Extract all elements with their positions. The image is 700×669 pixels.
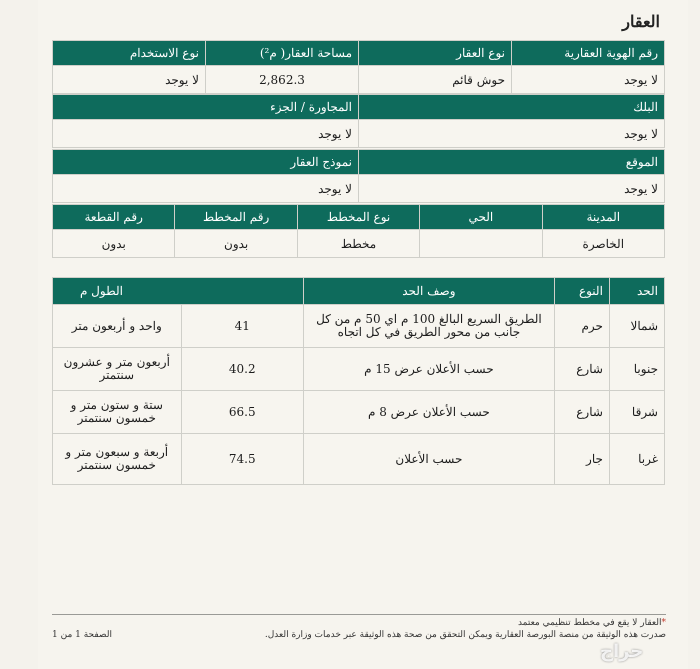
value-plan-type: مخطط (297, 230, 419, 258)
header-location: الموقع (359, 150, 665, 175)
value-plan-number: بدون (175, 230, 297, 258)
table-row (53, 391, 665, 434)
border-length: 74.5 (181, 434, 303, 485)
header-neighborhood-part: المجاورة / الجزء (53, 95, 359, 120)
header-district: الحي (420, 205, 542, 230)
value-neighborhood-part: لا يوجد (53, 120, 359, 148)
header-property-id: رقم الهوية العقارية (512, 41, 665, 66)
footer-note (518, 618, 666, 628)
border-side: شمالا (609, 305, 664, 348)
page-number: الصفحة 1 من 1 (52, 630, 112, 640)
plan-table (52, 204, 665, 258)
header-description: وصف الحد (303, 278, 554, 305)
property-table (52, 40, 665, 94)
table-row (53, 348, 665, 391)
note-text: العقار لا يقع في مخطط تنظيمي معتمد (517, 618, 662, 628)
border-kind: جار (554, 434, 609, 485)
table-row (53, 434, 665, 485)
borders-table (52, 277, 665, 485)
border-description: الطريق السريع البالغ 100 م اي 50 م من كل جانب من محور الطريق في كل اتجاه (303, 305, 554, 348)
value-location: لا يوجد (359, 175, 665, 203)
border-description: حسب الأعلان عرض 8 م (303, 391, 554, 434)
header-length: الطول م (53, 278, 304, 305)
border-length-words: أربعون متر و عشرون سنتمتر (53, 348, 182, 391)
border-kind: شارع (554, 348, 609, 391)
location-table (52, 149, 665, 203)
note-asterisk: * (661, 618, 666, 628)
border-side: غربا (609, 434, 664, 485)
header-kind: النوع (554, 278, 609, 305)
value-property-id: لا يوجد (512, 66, 665, 94)
border-length-words: أربعة و سبعون متر و خمسون سنتمتر (53, 434, 182, 485)
border-side: شرقا (609, 391, 664, 434)
value-property-model: لا يوجد (53, 175, 359, 203)
border-kind: حرم (554, 305, 609, 348)
value-district (420, 230, 542, 258)
header-property-model: نموذج العقار (53, 150, 359, 175)
value-usage-type: لا يوجد (53, 66, 206, 94)
border-description: حسب الأعلان عرض 15 م (303, 348, 554, 391)
header-side: الحد (609, 278, 664, 305)
value-plot-number: بدون (53, 230, 175, 258)
border-description: حسب الأعلان (303, 434, 554, 485)
border-length: 66.5 (181, 391, 303, 434)
watermark-logo: حراج (600, 641, 644, 662)
header-property-area: مساحة العقار( م²) (206, 41, 359, 66)
value-block: لا يوجد (359, 120, 665, 148)
document-page (38, 0, 688, 669)
border-length-words: ستة و ستون متر و خمسون سنتمتر (53, 391, 182, 434)
header-city: المدينة (542, 205, 664, 230)
header-property-type: نوع العقار (359, 41, 512, 66)
footer-verification-note: صدرت هذه الوثيقة من منصة البورصة العقارية ويمكن التحقق من صحة هذه الوثيقة عبر خدمات وزارة العدل. (264, 630, 666, 640)
section-title: العقار (622, 12, 660, 31)
value-property-type: حوش قائم (359, 66, 512, 94)
value-city: الخاصرة (542, 230, 664, 258)
header-plan-number: رقم المخطط (175, 205, 297, 230)
header-plan-type: نوع المخطط (297, 205, 419, 230)
border-side: جنوبا (609, 348, 664, 391)
value-property-area: 2,862.3 (206, 66, 359, 94)
border-length-words: واحد و أربعون متر (53, 305, 182, 348)
header-plot-number: رقم القطعة (53, 205, 175, 230)
header-usage-type: نوع الاستخدام (53, 41, 206, 66)
footer-divider (52, 614, 666, 615)
header-block: البلك (359, 95, 665, 120)
border-length: 40.2 (181, 348, 303, 391)
border-kind: شارع (554, 391, 609, 434)
table-row (53, 305, 665, 348)
block-table (52, 94, 665, 148)
border-length: 41 (181, 305, 303, 348)
